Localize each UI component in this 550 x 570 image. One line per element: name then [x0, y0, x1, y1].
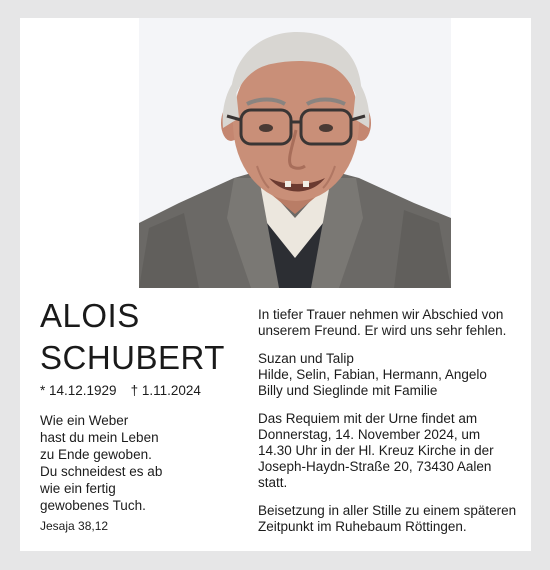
text-line: Joseph-Haydn-Straße 20, 73430 Aalen	[258, 459, 492, 474]
deceased-first-name: ALOIS	[40, 297, 140, 334]
text-line: Suzan und Talip	[258, 351, 354, 366]
portrait-photo	[139, 18, 451, 288]
requiem-paragraph	[258, 411, 528, 491]
poem-line: Wie ein Weber	[40, 413, 129, 428]
farewell-paragraph	[258, 307, 528, 339]
text-line: Zeitpunkt im Ruhebaum Röttingen.	[258, 519, 467, 534]
text-line: 14.30 Uhr in der Hl. Kreuz Kirche in der	[258, 443, 494, 458]
mourners-paragraph	[258, 351, 528, 399]
text-line: unserem Freund. Er wird uns sehr fehlen.	[258, 323, 507, 338]
death-date: † 1.11.2024	[130, 383, 201, 398]
text-line: Donnerstag, 14. November 2024, um	[258, 427, 481, 442]
poem-line: Du schneidest es ab	[40, 464, 163, 479]
text-line: Das Requiem mit der Urne findet am	[258, 411, 478, 426]
birth-date: * 14.12.1929	[40, 383, 117, 398]
text-line: Hilde, Selin, Fabian, Hermann, Angelo	[258, 367, 487, 382]
text-line: Billy und Sieglinde mit Familie	[258, 383, 438, 398]
poem-line: zu Ende gewoben.	[40, 447, 152, 462]
poem-line: wie ein fertig	[40, 481, 116, 496]
poem-line: hast du mein Leben	[40, 430, 159, 445]
portrait-icon	[139, 18, 451, 288]
life-dates	[40, 383, 201, 399]
text-line: Beisetzung in aller Stille zu einem späteren	[258, 503, 517, 518]
burial-paragraph	[258, 503, 528, 535]
text-line: In tiefer Trauer nehmen wir Abschied von	[258, 307, 504, 322]
poem-line: gewobenes Tuch.	[40, 498, 146, 513]
poem-source: Jesaja 38,12	[40, 519, 109, 533]
announcement-text	[258, 307, 528, 547]
poem	[40, 412, 220, 514]
text-line: statt.	[258, 475, 288, 490]
deceased-last-name: SCHUBERT	[40, 339, 225, 376]
